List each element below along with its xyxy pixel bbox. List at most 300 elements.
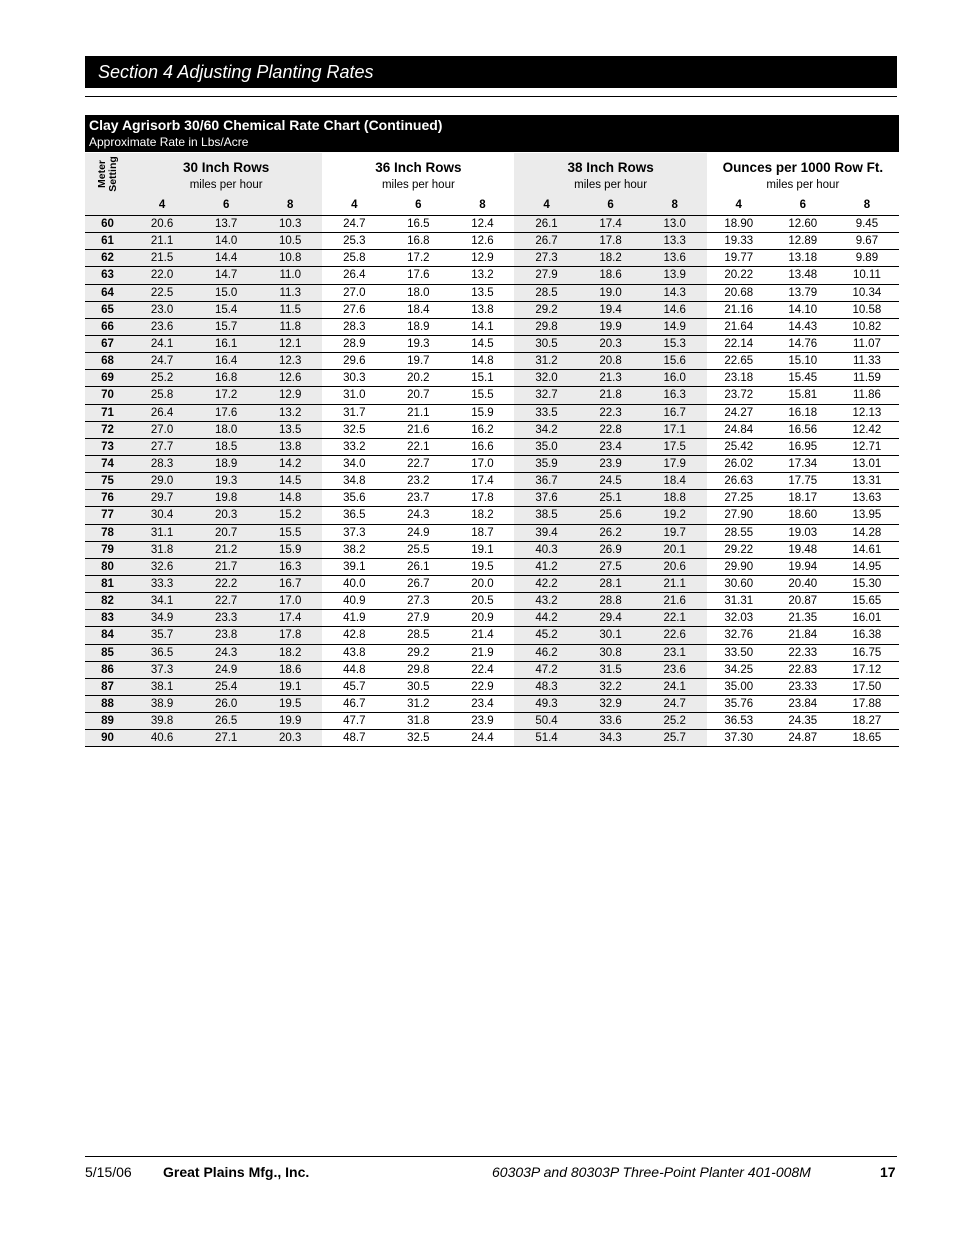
rate-cell: 11.3	[258, 284, 322, 301]
rate-cell: 24.84	[707, 421, 771, 438]
rate-cell: 24.35	[771, 713, 835, 730]
group-unit: miles per hour	[766, 179, 840, 191]
rate-cell: 9.45	[835, 216, 899, 233]
rate-cell: 18.2	[258, 644, 322, 661]
rate-cell: 32.76	[707, 627, 771, 644]
rate-cell: 26.9	[579, 541, 643, 558]
rate-cell: 33.6	[579, 713, 643, 730]
rate-cell: 14.76	[771, 335, 835, 352]
rate-cell: 18.5	[194, 438, 258, 455]
rate-cell: 15.1	[450, 370, 514, 387]
rate-cell: 25.1	[579, 490, 643, 507]
meter-setting-cell: 86	[85, 661, 130, 678]
table-row	[85, 233, 899, 250]
rate-cell: 9.89	[835, 250, 899, 267]
rate-cell: 34.9	[130, 610, 194, 627]
rate-cell: 34.0	[322, 455, 386, 472]
rate-cell: 24.7	[322, 216, 386, 233]
rate-cell: 32.7	[514, 387, 578, 404]
rate-cell: 12.1	[258, 335, 322, 352]
table-row	[85, 404, 899, 421]
speed-header-row	[85, 195, 899, 216]
table-row	[85, 490, 899, 507]
rate-cell: 20.0	[450, 575, 514, 592]
rate-cell: 16.7	[258, 575, 322, 592]
rate-cell: 25.4	[194, 678, 258, 695]
speed-header: 4	[514, 195, 578, 216]
rate-cell: 31.0	[322, 387, 386, 404]
rate-cell: 13.01	[835, 455, 899, 472]
rate-cell: 26.4	[130, 404, 194, 421]
rate-cell: 10.11	[835, 267, 899, 284]
rate-cell: 29.7	[130, 490, 194, 507]
rate-cell: 30.3	[322, 370, 386, 387]
rate-cell: 18.65	[835, 730, 899, 747]
meter-setting-cell: 78	[85, 524, 130, 541]
table-row	[85, 678, 899, 695]
rate-cell: 18.9	[386, 318, 450, 335]
rate-cell: 35.00	[707, 678, 771, 695]
meter-setting-cell: 61	[85, 233, 130, 250]
rate-cell: 11.59	[835, 370, 899, 387]
group-header-row	[85, 153, 899, 175]
rate-cell: 14.28	[835, 524, 899, 541]
rate-cell: 19.5	[450, 558, 514, 575]
rate-cell: 17.8	[258, 627, 322, 644]
rate-cell: 42.8	[322, 627, 386, 644]
rate-cell: 15.5	[450, 387, 514, 404]
rate-cell: 16.8	[194, 370, 258, 387]
group-title-36-inch: 36 Inch Rows	[375, 160, 462, 175]
group-title-38-inch: 38 Inch Rows	[514, 153, 706, 175]
rate-cell: 13.2	[450, 267, 514, 284]
rate-cell: 12.3	[258, 353, 322, 370]
rate-cell: 19.94	[771, 558, 835, 575]
rate-cell: 47.7	[322, 713, 386, 730]
rate-cell: 16.3	[643, 387, 707, 404]
rate-cell: 24.4	[450, 730, 514, 747]
rate-cell: 29.22	[707, 541, 771, 558]
rate-cell: 26.63	[707, 473, 771, 490]
rate-cell: 20.6	[643, 558, 707, 575]
speed-header: 8	[835, 195, 899, 216]
rate-cell: 24.5	[579, 473, 643, 490]
rate-cell: 23.1	[643, 644, 707, 661]
rate-cell: 27.3	[514, 250, 578, 267]
rate-cell: 20.22	[707, 267, 771, 284]
rate-cell: 12.42	[835, 421, 899, 438]
meter-label-line2: Setting	[106, 156, 119, 192]
rate-cell: 21.84	[771, 627, 835, 644]
rate-cell: 21.64	[707, 318, 771, 335]
table-row	[85, 541, 899, 558]
rate-cell: 13.31	[835, 473, 899, 490]
rate-cell: 21.6	[643, 593, 707, 610]
rate-cell: 12.6	[258, 370, 322, 387]
chart-header	[85, 115, 899, 152]
rate-cell: 26.5	[194, 713, 258, 730]
rate-cell: 37.3	[130, 661, 194, 678]
rate-cell: 20.3	[194, 507, 258, 524]
rate-cell: 34.8	[322, 473, 386, 490]
rate-cell: 14.6	[643, 301, 707, 318]
rate-cell: 27.7	[130, 438, 194, 455]
table-row	[85, 507, 899, 524]
rate-cell: 16.6	[450, 438, 514, 455]
rate-cell: 25.8	[130, 387, 194, 404]
rate-cell: 14.8	[258, 490, 322, 507]
rate-cell: 39.8	[130, 713, 194, 730]
table-row	[85, 335, 899, 352]
rate-cell: 23.6	[130, 318, 194, 335]
table-row	[85, 216, 899, 233]
table-row	[85, 318, 899, 335]
rate-cell: 16.56	[771, 421, 835, 438]
rate-cell: 21.1	[643, 575, 707, 592]
rate-cell: 10.8	[258, 250, 322, 267]
rate-cell: 50.4	[514, 713, 578, 730]
rate-cell: 25.2	[130, 370, 194, 387]
rate-cell: 36.5	[322, 507, 386, 524]
speed-header: 8	[450, 195, 514, 216]
rate-cell: 12.4	[450, 216, 514, 233]
rate-cell: 35.9	[514, 455, 578, 472]
rate-cell: 25.8	[322, 250, 386, 267]
rate-cell: 23.9	[450, 713, 514, 730]
rate-cell: 28.9	[322, 335, 386, 352]
rate-cell: 21.1	[130, 233, 194, 250]
table-row	[85, 593, 899, 610]
speed-header: 8	[643, 195, 707, 216]
rate-cell: 16.01	[835, 610, 899, 627]
rate-cell: 38.5	[514, 507, 578, 524]
table-row	[85, 713, 899, 730]
rate-cell: 20.40	[771, 575, 835, 592]
rate-cell: 23.4	[579, 438, 643, 455]
rate-cell: 13.95	[835, 507, 899, 524]
footer-date: 5/15/06	[85, 1164, 132, 1180]
rate-cell: 35.7	[130, 627, 194, 644]
rate-cell: 21.35	[771, 610, 835, 627]
meter-setting-cell: 85	[85, 644, 130, 661]
rate-cell: 25.42	[707, 438, 771, 455]
rate-cell: 38.2	[322, 541, 386, 558]
rate-cell: 19.33	[707, 233, 771, 250]
rate-cell: 19.77	[707, 250, 771, 267]
rate-cell: 34.25	[707, 661, 771, 678]
rate-cell: 11.8	[258, 318, 322, 335]
rate-cell: 14.5	[450, 335, 514, 352]
rate-cell: 29.6	[322, 353, 386, 370]
rate-cell: 17.34	[771, 455, 835, 472]
rate-cell: 42.2	[514, 575, 578, 592]
rate-cell: 29.4	[579, 610, 643, 627]
rate-cell: 24.7	[643, 695, 707, 712]
rate-cell: 25.5	[386, 541, 450, 558]
rate-cell: 17.8	[579, 233, 643, 250]
rate-cell: 36.53	[707, 713, 771, 730]
group-title-ounces: Ounces per 1000 Row Ft.	[722, 160, 884, 175]
rate-cell: 27.5	[579, 558, 643, 575]
rate-cell: 31.2	[514, 353, 578, 370]
meter-setting-cell: 67	[85, 335, 130, 352]
rate-cell: 25.7	[643, 730, 707, 747]
rate-cell: 29.8	[514, 318, 578, 335]
meter-setting-cell: 79	[85, 541, 130, 558]
section-divider	[85, 96, 897, 97]
meter-setting-cell: 72	[85, 421, 130, 438]
rate-cell: 22.1	[386, 438, 450, 455]
group-unit: miles per hour	[514, 175, 706, 195]
rate-cell: 17.4	[258, 610, 322, 627]
rate-cell: 31.2	[386, 695, 450, 712]
rate-cell: 10.58	[835, 301, 899, 318]
rate-cell: 23.2	[386, 473, 450, 490]
rate-cell: 23.9	[579, 455, 643, 472]
rate-cell: 27.90	[707, 507, 771, 524]
rate-cell: 24.3	[194, 644, 258, 661]
chart-title: Clay Agrisorb 30/60 Chemical Rate Chart (Continued)	[89, 117, 443, 133]
rate-cell: 17.2	[194, 387, 258, 404]
rate-cell: 14.1	[450, 318, 514, 335]
rate-cell: 27.25	[707, 490, 771, 507]
rate-cell: 14.8	[450, 353, 514, 370]
rate-cell: 27.9	[386, 610, 450, 627]
rate-cell: 21.1	[386, 404, 450, 421]
rate-cell: 18.27	[835, 713, 899, 730]
group-unit: miles per hour	[130, 175, 322, 195]
speed-header: 6	[386, 195, 450, 216]
rate-cell: 18.60	[771, 507, 835, 524]
rate-cell: 16.38	[835, 627, 899, 644]
rate-cell: 14.61	[835, 541, 899, 558]
table-row	[85, 661, 899, 678]
rate-cell: 27.6	[322, 301, 386, 318]
rate-cell: 16.3	[258, 558, 322, 575]
rate-cell: 28.5	[386, 627, 450, 644]
rate-cell: 18.0	[386, 284, 450, 301]
rate-cell: 22.6	[643, 627, 707, 644]
rate-cell: 22.33	[771, 644, 835, 661]
rate-cell: 20.1	[643, 541, 707, 558]
rate-cell: 35.0	[514, 438, 578, 455]
rate-cell: 18.8	[643, 490, 707, 507]
meter-setting-cell: 83	[85, 610, 130, 627]
rate-cell: 28.8	[579, 593, 643, 610]
rate-cell: 15.7	[194, 318, 258, 335]
rate-cell: 18.6	[258, 661, 322, 678]
rate-cell: 45.7	[322, 678, 386, 695]
rate-cell: 10.34	[835, 284, 899, 301]
meter-setting-cell: 71	[85, 404, 130, 421]
rate-cell: 16.2	[450, 421, 514, 438]
rate-cell: 25.2	[643, 713, 707, 730]
speed-header: 6	[771, 195, 835, 216]
chart-subtitle: Approximate Rate in Lbs/Acre	[89, 135, 249, 149]
meter-setting-cell: 73	[85, 438, 130, 455]
footer-company: Great Plains Mfg., Inc.	[163, 1164, 310, 1180]
rate-cell: 24.1	[643, 678, 707, 695]
meter-setting-cell: 82	[85, 593, 130, 610]
rate-cell: 17.6	[194, 404, 258, 421]
rate-cell: 13.18	[771, 250, 835, 267]
meter-setting-cell: 60	[85, 216, 130, 233]
rate-cell: 22.14	[707, 335, 771, 352]
rate-cell: 23.7	[386, 490, 450, 507]
rate-cell: 22.3	[579, 404, 643, 421]
table-row	[85, 575, 899, 592]
rate-cell: 14.10	[771, 301, 835, 318]
rate-cell: 48.7	[322, 730, 386, 747]
rate-cell: 19.7	[643, 524, 707, 541]
rate-cell: 36.7	[514, 473, 578, 490]
rate-cell: 27.0	[130, 421, 194, 438]
rate-cell: 13.9	[643, 267, 707, 284]
rate-cell: 21.5	[130, 250, 194, 267]
meter-setting-header	[85, 153, 130, 195]
rate-cell: 32.9	[579, 695, 643, 712]
rate-cell: 20.68	[707, 284, 771, 301]
table-row	[85, 284, 899, 301]
rate-cell: 19.1	[450, 541, 514, 558]
rate-cell: 19.48	[771, 541, 835, 558]
rate-cell: 13.6	[643, 250, 707, 267]
rate-cell: 37.3	[322, 524, 386, 541]
rate-cell: 32.5	[322, 421, 386, 438]
rate-cell: 21.3	[579, 370, 643, 387]
rate-cell: 20.3	[579, 335, 643, 352]
rate-cell: 22.2	[194, 575, 258, 592]
rate-cell: 28.3	[130, 455, 194, 472]
meter-setting-cell: 69	[85, 370, 130, 387]
unit-header-row	[85, 175, 899, 195]
rate-cell: 30.5	[514, 335, 578, 352]
rate-cell: 49.3	[514, 695, 578, 712]
rate-cell: 11.0	[258, 267, 322, 284]
rate-cell: 32.0	[514, 370, 578, 387]
rate-cell: 17.8	[450, 490, 514, 507]
rate-cell: 11.86	[835, 387, 899, 404]
rate-cell: 11.33	[835, 353, 899, 370]
rate-cell: 10.82	[835, 318, 899, 335]
table-row	[85, 695, 899, 712]
rate-cell: 33.5	[514, 404, 578, 421]
table-row	[85, 250, 899, 267]
rate-cell: 29.8	[386, 661, 450, 678]
meter-setting-cell: 77	[85, 507, 130, 524]
speed-header: 8	[258, 195, 322, 216]
rate-cell: 24.9	[386, 524, 450, 541]
rate-cell: 45.2	[514, 627, 578, 644]
rate-cell: 20.8	[579, 353, 643, 370]
rate-cell: 12.9	[258, 387, 322, 404]
rate-cell: 13.2	[258, 404, 322, 421]
rate-cell: 30.5	[386, 678, 450, 695]
rate-cell: 14.5	[258, 473, 322, 490]
rate-table	[85, 153, 899, 747]
rate-cell: 28.5	[514, 284, 578, 301]
rate-cell: 19.1	[258, 678, 322, 695]
rate-cell: 26.4	[322, 267, 386, 284]
rate-cell: 23.3	[194, 610, 258, 627]
rate-cell: 38.1	[130, 678, 194, 695]
rate-cell: 15.30	[835, 575, 899, 592]
meter-setting-cell: 88	[85, 695, 130, 712]
rate-cell: 9.67	[835, 233, 899, 250]
rate-cell: 22.4	[450, 661, 514, 678]
rate-cell: 19.8	[194, 490, 258, 507]
rate-cell: 24.1	[130, 335, 194, 352]
rate-cell: 19.7	[386, 353, 450, 370]
rate-cell: 43.8	[322, 644, 386, 661]
rate-cell: 15.4	[194, 301, 258, 318]
rate-cell: 22.9	[450, 678, 514, 695]
rate-cell: 24.7	[130, 353, 194, 370]
rate-cell: 34.1	[130, 593, 194, 610]
rate-cell: 19.3	[194, 473, 258, 490]
rate-cell: 17.2	[386, 250, 450, 267]
rate-cell: 23.4	[450, 695, 514, 712]
rate-cell: 26.2	[579, 524, 643, 541]
meter-setting-cell: 81	[85, 575, 130, 592]
rate-cell: 19.2	[643, 507, 707, 524]
rate-cell: 48.3	[514, 678, 578, 695]
rate-cell: 30.4	[130, 507, 194, 524]
rate-cell: 16.18	[771, 404, 835, 421]
table-row	[85, 473, 899, 490]
rate-cell: 22.0	[130, 267, 194, 284]
rate-cell: 17.5	[643, 438, 707, 455]
rate-cell: 10.5	[258, 233, 322, 250]
rate-cell: 21.6	[386, 421, 450, 438]
meter-setting-cell: 70	[85, 387, 130, 404]
rate-cell: 22.7	[194, 593, 258, 610]
rate-cell: 27.3	[386, 593, 450, 610]
speed-header: 6	[194, 195, 258, 216]
table-row	[85, 455, 899, 472]
rate-cell: 39.4	[514, 524, 578, 541]
rate-cell: 13.7	[194, 216, 258, 233]
rate-cell: 26.7	[514, 233, 578, 250]
group-title-30-inch: 30 Inch Rows	[130, 153, 322, 175]
rate-cell: 26.1	[386, 558, 450, 575]
rate-cell: 17.1	[643, 421, 707, 438]
rate-cell: 31.8	[130, 541, 194, 558]
table-row	[85, 524, 899, 541]
rate-cell: 12.13	[835, 404, 899, 421]
rate-cell: 13.48	[771, 267, 835, 284]
rate-cell: 31.1	[130, 524, 194, 541]
rate-cell: 35.76	[707, 695, 771, 712]
rate-cell: 13.5	[450, 284, 514, 301]
rate-cell: 24.87	[771, 730, 835, 747]
rate-cell: 15.81	[771, 387, 835, 404]
table-row	[85, 558, 899, 575]
meter-setting-label	[97, 156, 119, 192]
meter-setting-cell: 87	[85, 678, 130, 695]
rate-cell: 21.7	[194, 558, 258, 575]
rate-cell: 14.2	[258, 455, 322, 472]
rate-cell: 10.3	[258, 216, 322, 233]
rate-cell: 28.1	[579, 575, 643, 592]
meter-setting-cell: 64	[85, 284, 130, 301]
rate-cell: 44.2	[514, 610, 578, 627]
speed-header: 4	[707, 195, 771, 216]
rate-cell: 31.31	[707, 593, 771, 610]
meter-setting-cell: 65	[85, 301, 130, 318]
rate-cell: 40.9	[322, 593, 386, 610]
rate-cell: 13.63	[835, 490, 899, 507]
